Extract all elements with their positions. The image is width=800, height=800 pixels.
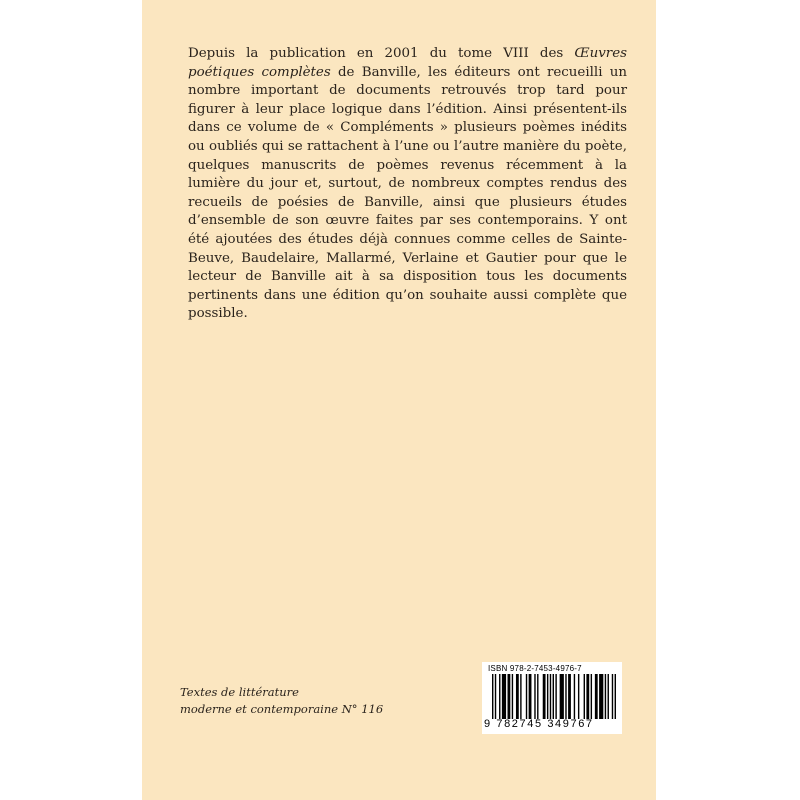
series-info <box>180 684 383 718</box>
series-line-1: Textes de littérature <box>180 685 299 699</box>
isbn-barcode <box>482 662 622 734</box>
back-cover <box>142 0 656 800</box>
blurb-text-rest: de Banville, les éditeurs ont recueilli un nombre important de documents retrouvés trop tard pour figurer à leur place logique dans l’édition. Ainsi présentent-ils dans ce volume de « Compléments » plusieurs poèmes inédits ou oubliés qui se rattachent à l’une ou l’autre manière du poète, quelques manuscrits de poèmes revenus récemment à la lumière du jour et, surtout, de nombreux comptes rendus des recueils de poésies de Banville, ainsi que plusieurs études d’ensemble de son œuvre faites par ses contemporains. Y ont été ajoutées des études déjà connues comme celles de Sainte-Beuve, Baudelaire, Mallarmé, Verlaine et Gautier pour que le lecteur de Banville ait à sa disposition tous les documents pertinents dans une édition qu’on souhaite aussi complète que possible. <box>188 64 627 322</box>
barcode-bars <box>492 674 616 719</box>
isbn-label: ISBN 978-2-7453-4976-7 <box>488 664 582 673</box>
blurb-text-start: Depuis la publication en 2001 du tome VIII des <box>188 46 575 61</box>
blurb-book-title: Œuvres poétiques complètes <box>188 46 627 80</box>
back-cover-blurb <box>188 45 627 324</box>
series-line-2: moderne et contemporaine N° 116 <box>180 702 384 716</box>
ean-digits: 9 782745 349767 <box>484 718 594 730</box>
